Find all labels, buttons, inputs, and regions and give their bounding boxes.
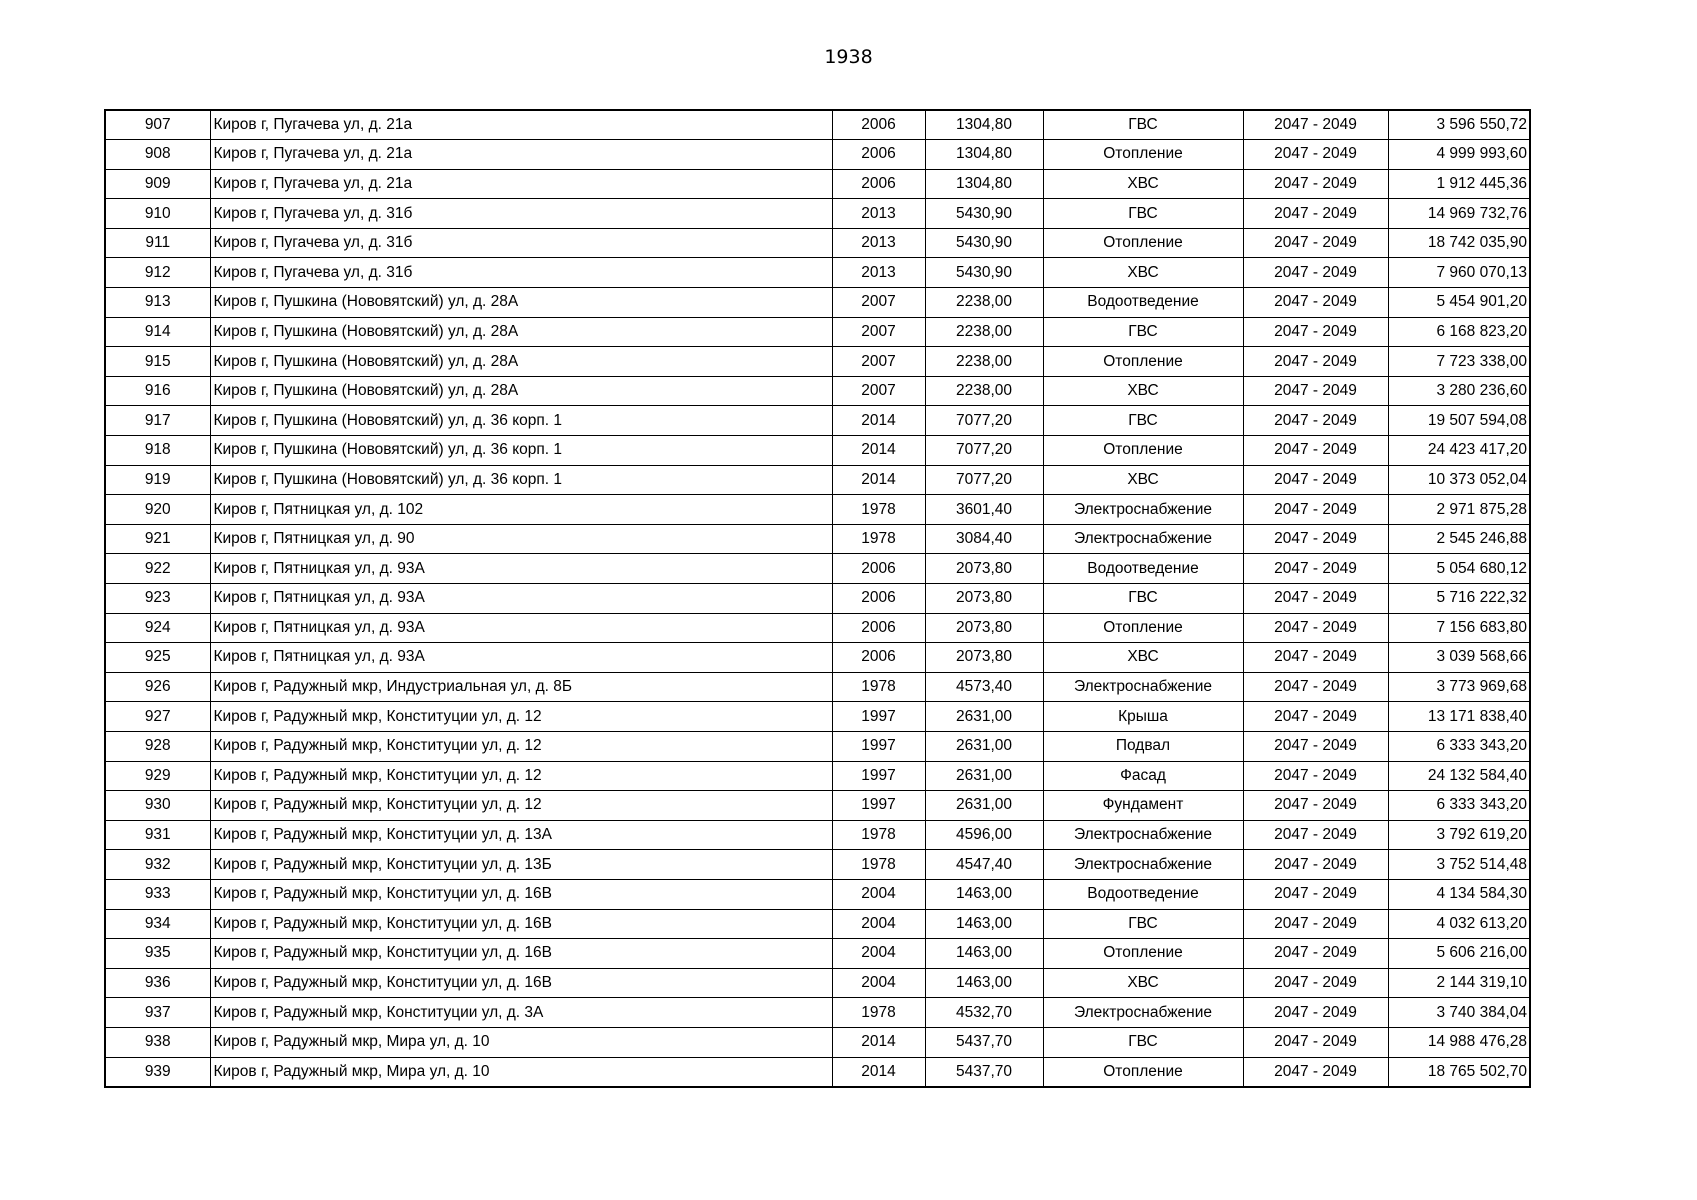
- cell-work: Отопление: [1043, 140, 1243, 170]
- cell-year: 2006: [832, 140, 925, 170]
- cell-num: 924: [105, 613, 210, 643]
- cell-year: 1997: [832, 791, 925, 821]
- table-row: [105, 820, 1530, 850]
- table-row: [105, 288, 1530, 318]
- cell-num: 925: [105, 643, 210, 673]
- cell-period: 2047 - 2049: [1243, 347, 1388, 377]
- table-row: [105, 406, 1530, 436]
- table-row: [105, 140, 1530, 170]
- cell-year: 2014: [832, 1057, 925, 1087]
- cell-num: 912: [105, 258, 210, 288]
- cell-address: Киров г, Радужный мкр, Мира ул, д. 10: [210, 1057, 832, 1087]
- cell-cost: 4 134 584,30: [1388, 879, 1530, 909]
- cell-area: 5430,90: [925, 199, 1043, 229]
- cell-year: 2014: [832, 436, 925, 466]
- cell-work: Электроснабжение: [1043, 495, 1243, 525]
- cell-num: 933: [105, 879, 210, 909]
- cell-cost: 5 716 222,32: [1388, 584, 1530, 614]
- cell-work: Электроснабжение: [1043, 998, 1243, 1028]
- cell-work: ГВС: [1043, 584, 1243, 614]
- table-row: [105, 850, 1530, 880]
- cell-period: 2047 - 2049: [1243, 524, 1388, 554]
- cell-year: 2006: [832, 169, 925, 199]
- table-row: [105, 1027, 1530, 1057]
- cell-period: 2047 - 2049: [1243, 909, 1388, 939]
- cell-cost: 4 032 613,20: [1388, 909, 1530, 939]
- cell-address: Киров г, Радужный мкр, Конституции ул, д. 16В: [210, 939, 832, 969]
- cell-cost: 24 423 417,20: [1388, 436, 1530, 466]
- cell-num: 919: [105, 465, 210, 495]
- cell-address: Киров г, Пушкина (Нововятский) ул, д. 36 корп. 1: [210, 406, 832, 436]
- cell-year: 2013: [832, 258, 925, 288]
- cell-address: Киров г, Пугачева ул, д. 31б: [210, 199, 832, 229]
- cell-num: 937: [105, 998, 210, 1028]
- cell-area: 2238,00: [925, 288, 1043, 318]
- table-row: [105, 1057, 1530, 1087]
- cell-cost: 5 054 680,12: [1388, 554, 1530, 584]
- cell-cost: 3 773 969,68: [1388, 672, 1530, 702]
- cell-cost: 14 969 732,76: [1388, 199, 1530, 229]
- cell-period: 2047 - 2049: [1243, 465, 1388, 495]
- cell-work: ГВС: [1043, 406, 1243, 436]
- cell-cost: 5 454 901,20: [1388, 288, 1530, 318]
- cell-year: 2006: [832, 110, 925, 140]
- cell-area: 5430,90: [925, 258, 1043, 288]
- cell-year: 1978: [832, 524, 925, 554]
- cell-cost: 10 373 052,04: [1388, 465, 1530, 495]
- cell-cost: 6 333 343,20: [1388, 731, 1530, 761]
- cell-area: 2073,80: [925, 584, 1043, 614]
- cell-work: ГВС: [1043, 110, 1243, 140]
- table-row: [105, 169, 1530, 199]
- cell-period: 2047 - 2049: [1243, 376, 1388, 406]
- cell-address: Киров г, Пятницкая ул, д. 93А: [210, 554, 832, 584]
- cell-year: 2004: [832, 968, 925, 998]
- cell-num: 917: [105, 406, 210, 436]
- cell-address: Киров г, Пугачева ул, д. 21а: [210, 169, 832, 199]
- cell-period: 2047 - 2049: [1243, 761, 1388, 791]
- cell-address: Киров г, Радужный мкр, Конституции ул, д. 16В: [210, 879, 832, 909]
- cell-year: 2007: [832, 347, 925, 377]
- cell-num: 918: [105, 436, 210, 466]
- cell-work: Подвал: [1043, 731, 1243, 761]
- page-number: 1938: [824, 46, 873, 68]
- cell-num: 910: [105, 199, 210, 229]
- cell-period: 2047 - 2049: [1243, 1027, 1388, 1057]
- cell-area: 1304,80: [925, 110, 1043, 140]
- cell-work: Отопление: [1043, 347, 1243, 377]
- cell-address: Киров г, Радужный мкр, Конституции ул, д. 12: [210, 761, 832, 791]
- cell-work: Водоотведение: [1043, 554, 1243, 584]
- cell-address: Киров г, Пушкина (Нововятский) ул, д. 28А: [210, 288, 832, 318]
- cell-area: 1463,00: [925, 909, 1043, 939]
- cell-num: 921: [105, 524, 210, 554]
- cell-year: 2014: [832, 1027, 925, 1057]
- cell-year: 2013: [832, 199, 925, 229]
- table-row: [105, 376, 1530, 406]
- table-row: [105, 939, 1530, 969]
- table-row: [105, 761, 1530, 791]
- cell-year: 2006: [832, 584, 925, 614]
- cell-area: 4532,70: [925, 998, 1043, 1028]
- cell-cost: 4 999 993,60: [1388, 140, 1530, 170]
- table-row: [105, 110, 1530, 140]
- cell-num: 908: [105, 140, 210, 170]
- cell-num: 915: [105, 347, 210, 377]
- cell-address: Киров г, Пушкина (Нововятский) ул, д. 28А: [210, 347, 832, 377]
- cell-work: ХВС: [1043, 643, 1243, 673]
- cell-num: 930: [105, 791, 210, 821]
- cell-work: Фасад: [1043, 761, 1243, 791]
- cell-address: Киров г, Радужный мкр, Индустриальная ул, д. 8Б: [210, 672, 832, 702]
- cell-num: 934: [105, 909, 210, 939]
- cell-year: 2014: [832, 465, 925, 495]
- cell-period: 2047 - 2049: [1243, 939, 1388, 969]
- cell-cost: 14 988 476,28: [1388, 1027, 1530, 1057]
- cell-num: 927: [105, 702, 210, 732]
- cell-address: Киров г, Пушкина (Нововятский) ул, д. 36 корп. 1: [210, 465, 832, 495]
- table-row: [105, 643, 1530, 673]
- table-row: [105, 879, 1530, 909]
- cell-address: Киров г, Радужный мкр, Конституции ул, д. 12: [210, 791, 832, 821]
- cell-num: 914: [105, 317, 210, 347]
- cell-year: 2006: [832, 613, 925, 643]
- cell-address: Киров г, Пугачева ул, д. 21а: [210, 110, 832, 140]
- cell-period: 2047 - 2049: [1243, 702, 1388, 732]
- cell-area: 5437,70: [925, 1027, 1043, 1057]
- cell-period: 2047 - 2049: [1243, 140, 1388, 170]
- cell-period: 2047 - 2049: [1243, 288, 1388, 318]
- cell-address: Киров г, Пятницкая ул, д. 93А: [210, 643, 832, 673]
- cell-year: 2014: [832, 406, 925, 436]
- cell-period: 2047 - 2049: [1243, 258, 1388, 288]
- cell-cost: 18 742 035,90: [1388, 228, 1530, 258]
- cell-work: ГВС: [1043, 1027, 1243, 1057]
- cell-year: 1997: [832, 702, 925, 732]
- cell-period: 2047 - 2049: [1243, 436, 1388, 466]
- cell-cost: 2 971 875,28: [1388, 495, 1530, 525]
- cell-num: 939: [105, 1057, 210, 1087]
- cell-num: 922: [105, 554, 210, 584]
- cell-cost: 3 280 236,60: [1388, 376, 1530, 406]
- cell-area: 2631,00: [925, 702, 1043, 732]
- cell-area: 4547,40: [925, 850, 1043, 880]
- cell-work: Крыша: [1043, 702, 1243, 732]
- cell-cost: 3 596 550,72: [1388, 110, 1530, 140]
- table-row: [105, 791, 1530, 821]
- cell-year: 1978: [832, 820, 925, 850]
- cell-period: 2047 - 2049: [1243, 228, 1388, 258]
- table-row: [105, 702, 1530, 732]
- cell-period: 2047 - 2049: [1243, 110, 1388, 140]
- cell-address: Киров г, Пятницкая ул, д. 102: [210, 495, 832, 525]
- cell-area: 3084,40: [925, 524, 1043, 554]
- cell-cost: 6 168 823,20: [1388, 317, 1530, 347]
- cell-cost: 6 333 343,20: [1388, 791, 1530, 821]
- cell-address: Киров г, Пятницкая ул, д. 93А: [210, 584, 832, 614]
- cell-num: 916: [105, 376, 210, 406]
- cell-work: ГВС: [1043, 199, 1243, 229]
- cell-area: 7077,20: [925, 436, 1043, 466]
- cell-cost: 7 156 683,80: [1388, 613, 1530, 643]
- cell-area: 2073,80: [925, 613, 1043, 643]
- cell-year: 2007: [832, 317, 925, 347]
- cell-period: 2047 - 2049: [1243, 613, 1388, 643]
- cell-period: 2047 - 2049: [1243, 879, 1388, 909]
- cell-area: 2238,00: [925, 376, 1043, 406]
- cell-address: Киров г, Пушкина (Нововятский) ул, д. 36 корп. 1: [210, 436, 832, 466]
- cell-address: Киров г, Радужный мкр, Конституции ул, д. 13А: [210, 820, 832, 850]
- cell-cost: 3 752 514,48: [1388, 850, 1530, 880]
- cell-area: 1463,00: [925, 968, 1043, 998]
- cell-work: ХВС: [1043, 968, 1243, 998]
- table-row: [105, 524, 1530, 554]
- cell-area: 2238,00: [925, 317, 1043, 347]
- cell-cost: 7 960 070,13: [1388, 258, 1530, 288]
- table-row: [105, 968, 1530, 998]
- cell-address: Киров г, Радужный мкр, Конституции ул, д. 12: [210, 702, 832, 732]
- cell-cost: 1 912 445,36: [1388, 169, 1530, 199]
- cell-year: 1997: [832, 761, 925, 791]
- cell-area: 2073,80: [925, 554, 1043, 584]
- cell-area: 2631,00: [925, 731, 1043, 761]
- table-row: [105, 909, 1530, 939]
- cell-address: Киров г, Пугачева ул, д. 21а: [210, 140, 832, 170]
- cell-period: 2047 - 2049: [1243, 791, 1388, 821]
- cell-area: 7077,20: [925, 406, 1043, 436]
- cell-area: 1463,00: [925, 939, 1043, 969]
- cell-address: Киров г, Радужный мкр, Мира ул, д. 10: [210, 1027, 832, 1057]
- cell-num: 909: [105, 169, 210, 199]
- cell-cost: 3 740 384,04: [1388, 998, 1530, 1028]
- cell-period: 2047 - 2049: [1243, 850, 1388, 880]
- cell-work: ГВС: [1043, 317, 1243, 347]
- cell-work: Отопление: [1043, 1057, 1243, 1087]
- cell-year: 2006: [832, 554, 925, 584]
- cell-work: ХВС: [1043, 169, 1243, 199]
- table-row: [105, 495, 1530, 525]
- cell-num: 911: [105, 228, 210, 258]
- cell-num: 920: [105, 495, 210, 525]
- cell-period: 2047 - 2049: [1243, 643, 1388, 673]
- table-row: [105, 199, 1530, 229]
- cell-period: 2047 - 2049: [1243, 495, 1388, 525]
- table-row: [105, 228, 1530, 258]
- table-row: [105, 613, 1530, 643]
- table-row: [105, 584, 1530, 614]
- cell-address: Киров г, Радужный мкр, Конституции ул, д. 3А: [210, 998, 832, 1028]
- table-row: [105, 258, 1530, 288]
- cell-period: 2047 - 2049: [1243, 672, 1388, 702]
- cell-year: 1978: [832, 998, 925, 1028]
- cell-cost: 5 606 216,00: [1388, 939, 1530, 969]
- cell-address: Киров г, Радужный мкр, Конституции ул, д. 13Б: [210, 850, 832, 880]
- cell-work: Электроснабжение: [1043, 820, 1243, 850]
- cell-area: 5437,70: [925, 1057, 1043, 1087]
- cell-area: 5430,90: [925, 228, 1043, 258]
- cell-address: Киров г, Пугачева ул, д. 31б: [210, 258, 832, 288]
- cell-num: 907: [105, 110, 210, 140]
- cell-period: 2047 - 2049: [1243, 317, 1388, 347]
- table-row: [105, 554, 1530, 584]
- cell-address: Киров г, Пугачева ул, д. 31б: [210, 228, 832, 258]
- cell-cost: 19 507 594,08: [1388, 406, 1530, 436]
- cell-num: 929: [105, 761, 210, 791]
- cell-work: ХВС: [1043, 376, 1243, 406]
- cell-area: 2631,00: [925, 761, 1043, 791]
- cell-address: Киров г, Радужный мкр, Конституции ул, д. 12: [210, 731, 832, 761]
- cell-work: Отопление: [1043, 613, 1243, 643]
- cell-year: 2004: [832, 939, 925, 969]
- cell-area: 4573,40: [925, 672, 1043, 702]
- cell-work: Отопление: [1043, 939, 1243, 969]
- cell-num: 926: [105, 672, 210, 702]
- cell-address: Киров г, Пятницкая ул, д. 90: [210, 524, 832, 554]
- cell-period: 2047 - 2049: [1243, 968, 1388, 998]
- table-row: [105, 317, 1530, 347]
- cell-work: ХВС: [1043, 465, 1243, 495]
- cell-num: 913: [105, 288, 210, 318]
- cell-work: ХВС: [1043, 258, 1243, 288]
- table-row: [105, 347, 1530, 377]
- cell-work: Отопление: [1043, 228, 1243, 258]
- cell-year: 2004: [832, 879, 925, 909]
- cell-year: 2007: [832, 288, 925, 318]
- cell-address: Киров г, Радужный мкр, Конституции ул, д. 16В: [210, 909, 832, 939]
- cell-address: Киров г, Радужный мкр, Конституции ул, д. 16В: [210, 968, 832, 998]
- table-row: [105, 465, 1530, 495]
- cell-num: 928: [105, 731, 210, 761]
- cell-cost: 24 132 584,40: [1388, 761, 1530, 791]
- cell-num: 935: [105, 939, 210, 969]
- cell-year: 2013: [832, 228, 925, 258]
- cell-area: 4596,00: [925, 820, 1043, 850]
- cell-cost: 13 171 838,40: [1388, 702, 1530, 732]
- cell-num: 923: [105, 584, 210, 614]
- cell-year: 2006: [832, 643, 925, 673]
- cell-area: 1304,80: [925, 169, 1043, 199]
- cell-cost: 3 792 619,20: [1388, 820, 1530, 850]
- table-row: [105, 436, 1530, 466]
- cell-year: 1997: [832, 731, 925, 761]
- cell-cost: 2 144 319,10: [1388, 968, 1530, 998]
- cell-num: 932: [105, 850, 210, 880]
- cell-area: 1463,00: [925, 879, 1043, 909]
- cell-period: 2047 - 2049: [1243, 169, 1388, 199]
- cell-cost: 18 765 502,70: [1388, 1057, 1530, 1087]
- cell-period: 2047 - 2049: [1243, 998, 1388, 1028]
- cell-work: Электроснабжение: [1043, 850, 1243, 880]
- cell-cost: 3 039 568,66: [1388, 643, 1530, 673]
- table-row: [105, 672, 1530, 702]
- cell-year: 1978: [832, 850, 925, 880]
- cell-work: Водоотведение: [1043, 288, 1243, 318]
- cell-work: Водоотведение: [1043, 879, 1243, 909]
- cell-work: ГВС: [1043, 909, 1243, 939]
- cell-area: 1304,80: [925, 140, 1043, 170]
- cell-address: Киров г, Пушкина (Нововятский) ул, д. 28А: [210, 376, 832, 406]
- cell-work: Отопление: [1043, 436, 1243, 466]
- cell-cost: 7 723 338,00: [1388, 347, 1530, 377]
- cell-period: 2047 - 2049: [1243, 584, 1388, 614]
- cell-address: Киров г, Пушкина (Нововятский) ул, д. 28А: [210, 317, 832, 347]
- cell-area: 2631,00: [925, 791, 1043, 821]
- cell-num: 938: [105, 1027, 210, 1057]
- cell-area: 7077,20: [925, 465, 1043, 495]
- table-row: [105, 731, 1530, 761]
- cell-year: 1978: [832, 672, 925, 702]
- cell-area: 2238,00: [925, 347, 1043, 377]
- cell-year: 1978: [832, 495, 925, 525]
- cell-period: 2047 - 2049: [1243, 1057, 1388, 1087]
- cell-area: 3601,40: [925, 495, 1043, 525]
- cell-year: 2004: [832, 909, 925, 939]
- cell-work: Фундамент: [1043, 791, 1243, 821]
- cell-period: 2047 - 2049: [1243, 820, 1388, 850]
- cell-address: Киров г, Пятницкая ул, д. 93А: [210, 613, 832, 643]
- cell-area: 2073,80: [925, 643, 1043, 673]
- cell-num: 936: [105, 968, 210, 998]
- cell-work: Электроснабжение: [1043, 672, 1243, 702]
- cell-num: 931: [105, 820, 210, 850]
- cell-year: 2007: [832, 376, 925, 406]
- cell-period: 2047 - 2049: [1243, 731, 1388, 761]
- cell-period: 2047 - 2049: [1243, 554, 1388, 584]
- housing-repair-table: [104, 109, 1531, 1088]
- cell-cost: 2 545 246,88: [1388, 524, 1530, 554]
- table-row: [105, 998, 1530, 1028]
- cell-period: 2047 - 2049: [1243, 406, 1388, 436]
- cell-period: 2047 - 2049: [1243, 199, 1388, 229]
- cell-work: Электроснабжение: [1043, 524, 1243, 554]
